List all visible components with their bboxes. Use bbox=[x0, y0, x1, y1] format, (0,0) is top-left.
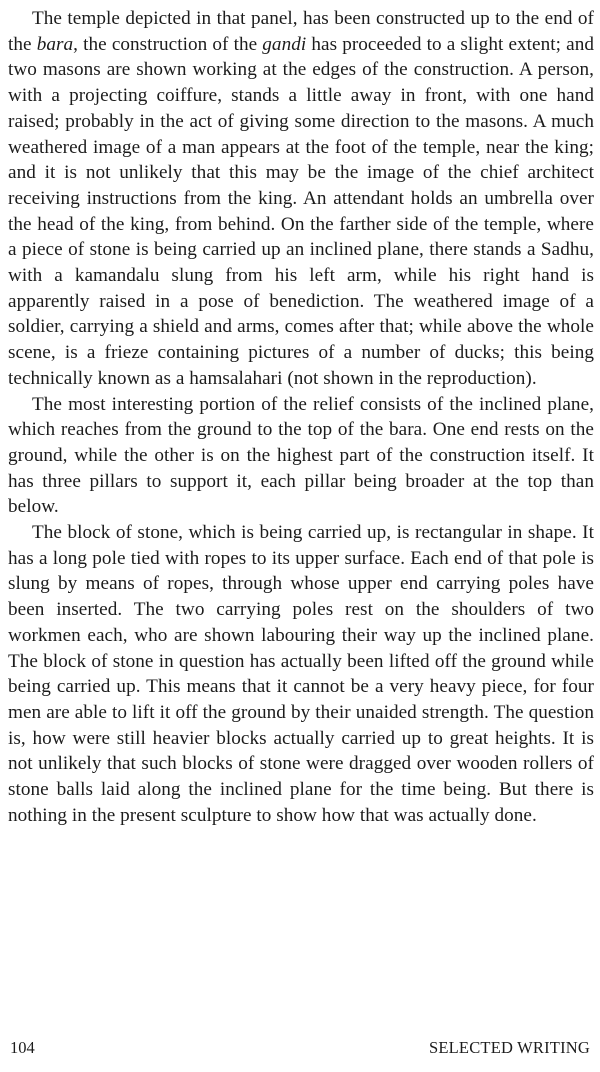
paragraph-3 bbox=[8, 520, 594, 828]
term-bara: bara bbox=[36, 33, 74, 55]
paragraph-1-text-3: has proceeded to a slight extent; and two masons are shown working at the edges of the construction. A person, with a projecting coiffure, stands a little away in front, with one hand raised; probably in the act of giving some direction to the masons. A much weathered image of a man appears at the foot of the temple, near the king; and it is not unlikely that this may be the image of the chief architect receiving instructions from the king. An attendant holds an umbrella over the head of the king, from behind. On the farther side of the temple, where a piece of stone is being carried up an inclined plane, there stands a Sadhu, with a kamandalu slung from his left arm, while his right hand is apparently raised in a pose of benediction. The weathered image of a soldier, carrying a shield and arms, comes after that; while above the whole scene, is a frieze containing pictures of a number of ducks; this being technically known as a hamsalahari (not shown in the reproduction). bbox=[8, 33, 594, 389]
paragraph-1-text-2: , the construction of the bbox=[73, 33, 263, 55]
page-number: 104 bbox=[10, 1038, 35, 1057]
paragraph-1 bbox=[8, 6, 594, 392]
paragraph-1-text-1: The temple depicted in that panel, has been constructed up to the end of the bbox=[8, 8, 594, 55]
running-title: SELECTED WRITING bbox=[429, 1038, 590, 1057]
page-footer bbox=[10, 1038, 590, 1062]
paragraph-2-text: The most interesting portion of the relief consists of the inclined plane, which reaches from the ground to the top of the bara. One end rests on the ground, while the other is on the highest part of the construction itself. It has three pillars to support it, each pillar being broader at the top than below. bbox=[8, 393, 594, 518]
paragraph-3-text: The block of stone, which is being carried up, is rectangular in shape. It has a long pole tied with ropes to its upper surface. Each end of that pole is slung by means of ropes, through whose upper end carrying poles have been inserted. The two carrying poles rest on the shoulders of two workmen each, who are shown labouring their way up the inclined plane. The block of stone in question has actually been lifted off the ground while being carried up. This means that it cannot be a very heavy piece, for four men are able to lift it off the ground by their unaided strength. The question is, how were still heavier blocks actually carried up to great heights. It is not unlikely that such blocks of stone were dragged over wooden rollers of stone balls laid along the inclined plane for the time being. But there is nothing in the present sculpture to show how that was actually done. bbox=[8, 522, 594, 826]
page-body bbox=[8, 6, 594, 829]
paragraph-2 bbox=[8, 392, 594, 521]
term-gandi: gandi bbox=[262, 33, 307, 55]
